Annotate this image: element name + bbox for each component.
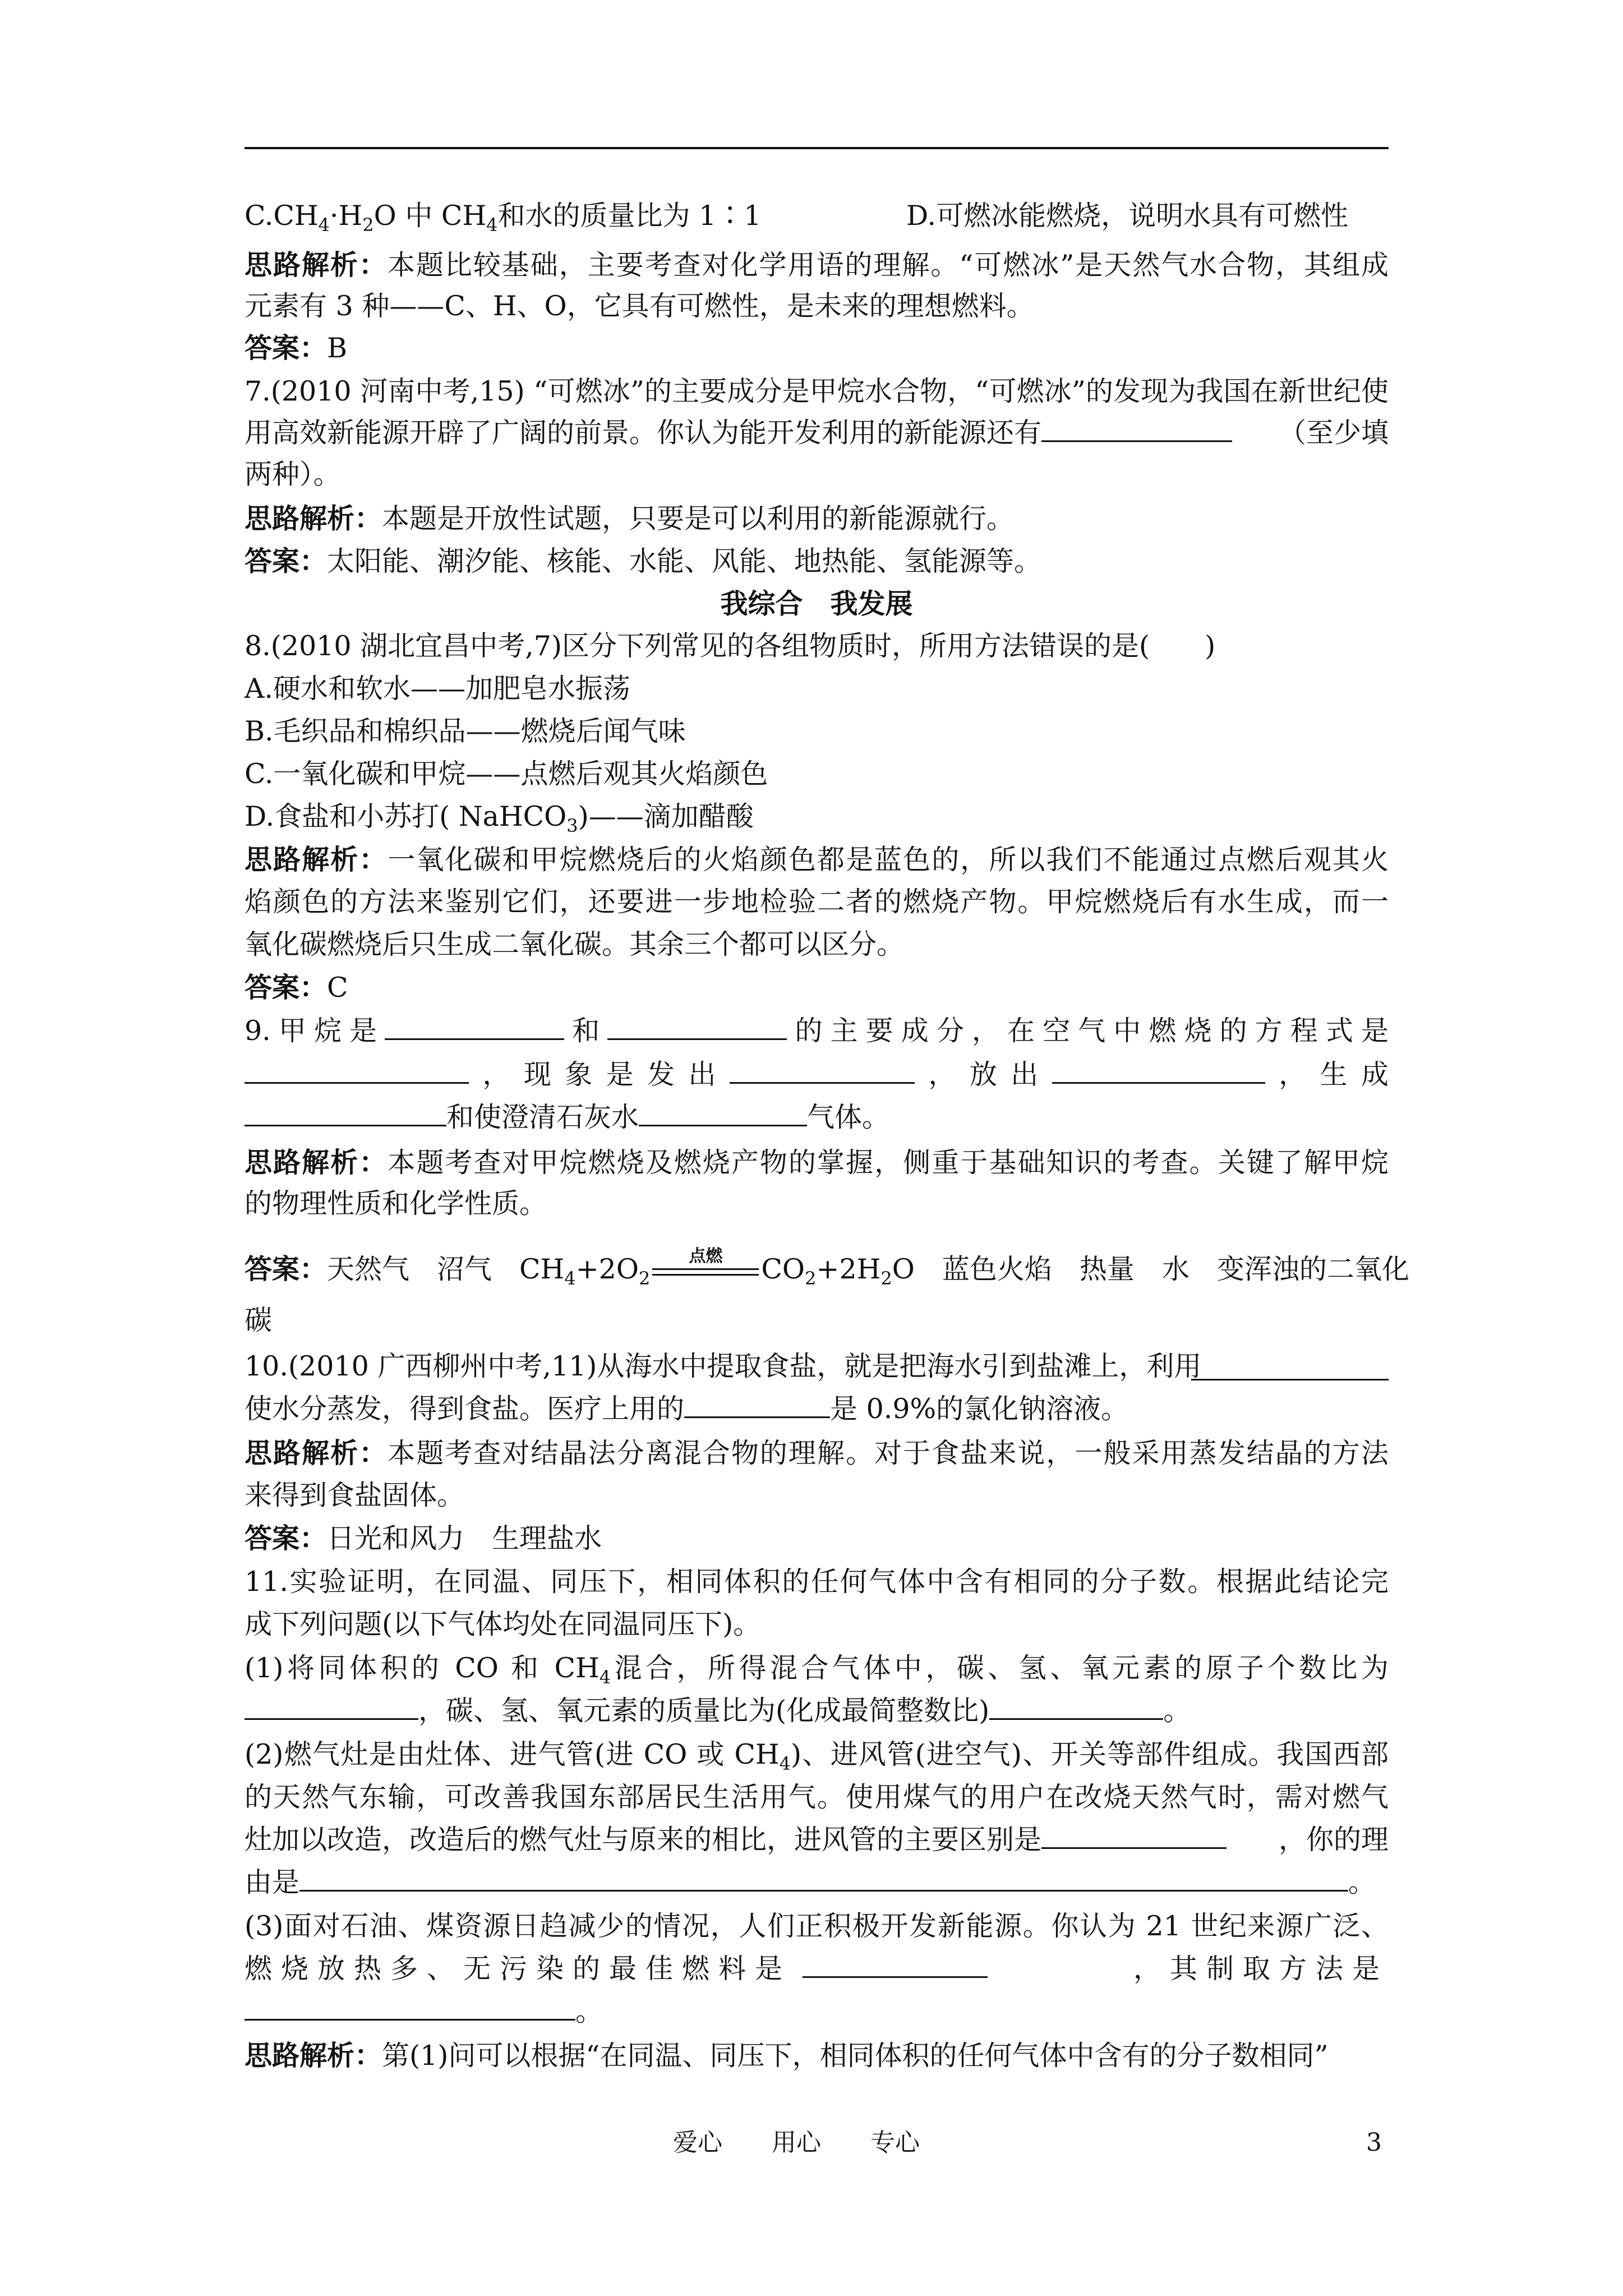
analysis-6-line-2: 元素有 3 种——C、H、O，它具有可燃性，是未来的理想燃料。: [245, 290, 1034, 322]
analysis-8-line-3: 氧化碳燃烧后只生成二氧化碳。其余三个都可以区分。: [245, 928, 905, 960]
analysis-10-line-2: 来得到食盐固体。: [245, 1479, 465, 1511]
question-8-option-b: B.毛织品和棉织品——燃烧后闻气味: [245, 715, 686, 747]
analysis-label: 思路解析：: [245, 2039, 382, 2072]
question-text: 和使澄清石灰水: [446, 1101, 639, 1133]
answer-text: 太阳能、潮汐能、核能、水能、风能、地热能、氢能源等。: [327, 545, 1042, 577]
question-11-line-1: 11.实验证明，在同温、同压下，相同体积的任何气体中含有相同的分子数。根据此结论完: [245, 1566, 1389, 1598]
answer-9-line-1: [245, 1246, 1409, 1291]
question-9-line-3: [245, 1095, 1389, 1140]
answer-label: 答案：: [245, 332, 328, 364]
question-text: 气体。: [807, 1101, 890, 1133]
question-text: 和: [564, 1015, 608, 1047]
option-text: )——滴加醋酸: [578, 800, 754, 832]
answer-blank[interactable]: [385, 1009, 564, 1040]
answer-blank[interactable]: [607, 1009, 787, 1040]
answer-text: +2H: [816, 1253, 881, 1285]
analysis-text: 一氧化碳和甲烷燃烧后的火焰颜色都是蓝色的，所以我们不能通过点燃后观其火: [388, 844, 1389, 876]
section-heading: 我综合 我发展: [720, 587, 913, 620]
analysis-text: 本题考查对结晶法分离混合物的理解。对于食盐来说，一般采用蒸发结晶的方法: [388, 1437, 1389, 1469]
question-text: ，碳、氢、氧元素的质量比为(化成最简整数比): [418, 1695, 990, 1727]
analysis-8-line-1: [245, 837, 1389, 882]
answer-blank[interactable]: [803, 1947, 988, 1978]
question-7-line-2: [245, 411, 1389, 455]
question-text: (1)将同体积的 CO 和 CH: [245, 1652, 600, 1684]
header-rule: [245, 147, 1389, 149]
analysis-label: 思路解析：: [245, 249, 388, 281]
option-c-text: C.CH: [245, 200, 319, 232]
question-7-line-1: 7.(2010 河南中考,15) “可燃冰”的主要成分是甲烷水合物，“可燃冰”的发现为我国在新世纪使: [245, 375, 1389, 407]
question-text: 。: [1163, 1695, 1191, 1727]
question-11-line-11: [245, 1989, 1389, 2034]
question-11-line-7: [245, 1818, 1389, 1862]
question-text: ，你的理: [1278, 1824, 1389, 1856]
question-text: （至少填: [1278, 417, 1389, 449]
question-8-option-d: [245, 794, 1389, 839]
answer-text: 天然气 沼气 CH: [327, 1253, 565, 1285]
subscript: 2: [639, 1267, 651, 1289]
question-text: (2)燃气灶是由灶体、进气管(进 CO 或 CH: [245, 1738, 780, 1770]
question-text: ，现象是发出: [469, 1059, 730, 1091]
answer-blank[interactable]: [299, 1861, 1348, 1892]
page-number: 3: [1366, 2128, 1382, 2157]
reaction-condition: 点燃: [689, 1246, 723, 1266]
question-11-line-5: [245, 1732, 1389, 1777]
question-text: ，生成: [1265, 1059, 1389, 1091]
answer-blank[interactable]: [684, 1387, 830, 1418]
option-line-c-d: [245, 194, 1389, 238]
answer-label: 答案：: [245, 971, 328, 1004]
answer-blank[interactable]: [639, 1096, 807, 1126]
question-11-line-6: 的天然气东输，可改善我国东部居民生活用气。使用煤气的用户在改烧天然气时，需对燃气: [245, 1781, 1389, 1813]
subscript: 2: [805, 1267, 817, 1289]
question-10-line-1: [245, 1344, 1389, 1389]
question-11-line-4: [245, 1688, 1389, 1733]
option-c-text: O 中 CH: [374, 200, 487, 232]
question-11-line-8: [245, 1860, 1389, 1905]
answer-label: 答案：: [245, 1522, 328, 1554]
answer-blank[interactable]: [245, 1053, 469, 1084]
footer-motto: 爱心 用心 专心: [673, 2128, 920, 2157]
analysis-text: 本题比较基础，主要考查对化学用语的理解。“可燃冰”是天然气水合物，其组成: [387, 249, 1389, 281]
subscript: 4: [779, 1752, 791, 1774]
answer-blank[interactable]: [730, 1053, 915, 1084]
question-text: 燃烧放热多、无污染的最佳燃料是: [245, 1953, 792, 1985]
answer-blank[interactable]: [245, 1096, 446, 1126]
analysis-label: 思路解析：: [245, 1437, 388, 1469]
question-text: 。: [1348, 1866, 1376, 1898]
option-c-text: ·H: [329, 200, 363, 232]
question-text: 9.甲烷是: [245, 1015, 385, 1047]
subscript: 3: [566, 815, 578, 836]
option-text: D.食盐和小苏打( NaHCO: [245, 800, 567, 832]
question-text: 使水分蒸发，得到食盐。医疗上用的: [245, 1393, 685, 1425]
question-text: 用高效新能源开辟了广阔的前景。你认为能开发利用的新能源还有: [245, 417, 1042, 449]
answer-text: O 蓝色火焰 热量 水 变浑浊的二氧化: [892, 1253, 1409, 1285]
question-text: 是 0.9%的氯化钠溶液。: [830, 1393, 1129, 1425]
question-text: 灶加以改造，改造后的燃气灶与原来的相比，进风管的主要区别是: [245, 1824, 1042, 1856]
question-11-line-10: [245, 1947, 1389, 1991]
subscript: 4: [486, 214, 498, 236]
analysis-11-line-1: [245, 2033, 1389, 2078]
question-text: 混合，所得混合气体中，碳、氢、氧元素的原子个数比为: [611, 1652, 1389, 1684]
answer-label: 答案：: [245, 1253, 328, 1285]
option-d-text: D.可燃冰能燃烧，说明水具有可燃性: [906, 200, 1349, 232]
answer-8: [245, 965, 1389, 1010]
analysis-label: 思路解析：: [245, 1146, 388, 1179]
analysis-text: 第(1)问可以根据“在同温、同压下，相同体积的任何气体中含有的分子数相同”: [382, 2040, 1329, 2072]
question-text: 由是: [245, 1866, 300, 1898]
subscript: 4: [599, 1666, 611, 1688]
analysis-text: 本题是开放性试题，只要是可以利用的新能源就行。: [382, 503, 1015, 535]
reaction-arrow: [652, 1246, 759, 1283]
question-11-line-2: 成下列问题(以下气体均处在同温同压下)。: [245, 1608, 761, 1640]
analysis-6-line-1: [245, 242, 1389, 287]
question-11-line-9: (3)面对石油、煤资源日趋减少的情况，人们正积极开发新能源。你认为 21 世纪来源广泛、: [245, 1910, 1389, 1942]
analysis-label: 思路解析：: [245, 502, 382, 535]
answer-6: [245, 325, 1389, 370]
subscript: 4: [564, 1267, 576, 1289]
question-text: 。: [575, 1995, 603, 2027]
question-10-line-2: [245, 1387, 1389, 1432]
answer-label: 答案：: [245, 545, 328, 577]
answer-text: C: [327, 972, 348, 1004]
question-11-line-3: [245, 1646, 1389, 1691]
answer-blank[interactable]: [1041, 411, 1232, 442]
analysis-9-line-1: [245, 1140, 1389, 1185]
option-c-text: 和水的质量比为 1∶1: [497, 200, 762, 232]
answer-10: [245, 1516, 1389, 1561]
question-9-line-1: [245, 1009, 1389, 1053]
answer-blank[interactable]: [1052, 1053, 1265, 1084]
subscript: 4: [318, 214, 330, 236]
answer-9-line-2: 碳: [245, 1304, 273, 1336]
answer-blank[interactable]: [989, 1689, 1163, 1720]
analysis-9-line-2: 的物理性质和化学性质。: [245, 1188, 547, 1220]
analysis-label: 思路解析：: [245, 843, 388, 876]
subscript: 2: [880, 1267, 892, 1289]
question-7-line-3: 两种）。: [245, 458, 341, 490]
answer-blank[interactable]: [245, 1990, 575, 2021]
answer-blank[interactable]: [1041, 1818, 1227, 1849]
answer-blank[interactable]: [245, 1689, 418, 1720]
question-9-line-2: [245, 1052, 1389, 1097]
question-8: 8.(2010 湖北宜昌中考,7)区分下列常见的各组物质时，所用方法错误的是( ): [245, 630, 1216, 662]
answer-blank[interactable]: [1191, 1350, 1389, 1381]
subscript: 2: [362, 214, 374, 236]
question-text: ，其制取方法是: [1133, 1953, 1389, 1985]
analysis-10-line-1: [245, 1430, 1389, 1475]
answer-7: [245, 539, 1389, 583]
question-8-option-c: C.一氧化碳和甲烷——点燃后观其火焰颜色: [245, 758, 768, 790]
question-text: )、进风管(进空气)、开关等部件组成。我国西部: [790, 1738, 1389, 1770]
answer-text: B: [327, 332, 348, 364]
answer-text: 日光和风力 生理盐水: [327, 1522, 602, 1554]
question-text: 10.(2010 广西柳州中考,11)从海水中提取食盐，就是把海水引到盐滩上，利用: [245, 1350, 1202, 1382]
answer-text: CO: [761, 1253, 805, 1285]
answer-text: +2O: [575, 1253, 639, 1285]
analysis-7: [245, 496, 1389, 541]
question-8-option-a: A.硬水和软水——加肥皂水振荡: [245, 673, 630, 705]
analysis-text: 本题考查对甲烷燃烧及燃烧产物的掌握，侧重于基础知识的考查。关键了解甲烷: [388, 1147, 1389, 1179]
analysis-8-line-2: 焰颜色的方法来鉴别它们，还要进一步地检验二者的燃烧产物。甲烷燃烧后有水生成，而一: [245, 886, 1389, 918]
question-text: 的主要成分，在空气中燃烧的方程式是: [787, 1015, 1389, 1047]
question-text: ，放出: [914, 1059, 1052, 1091]
